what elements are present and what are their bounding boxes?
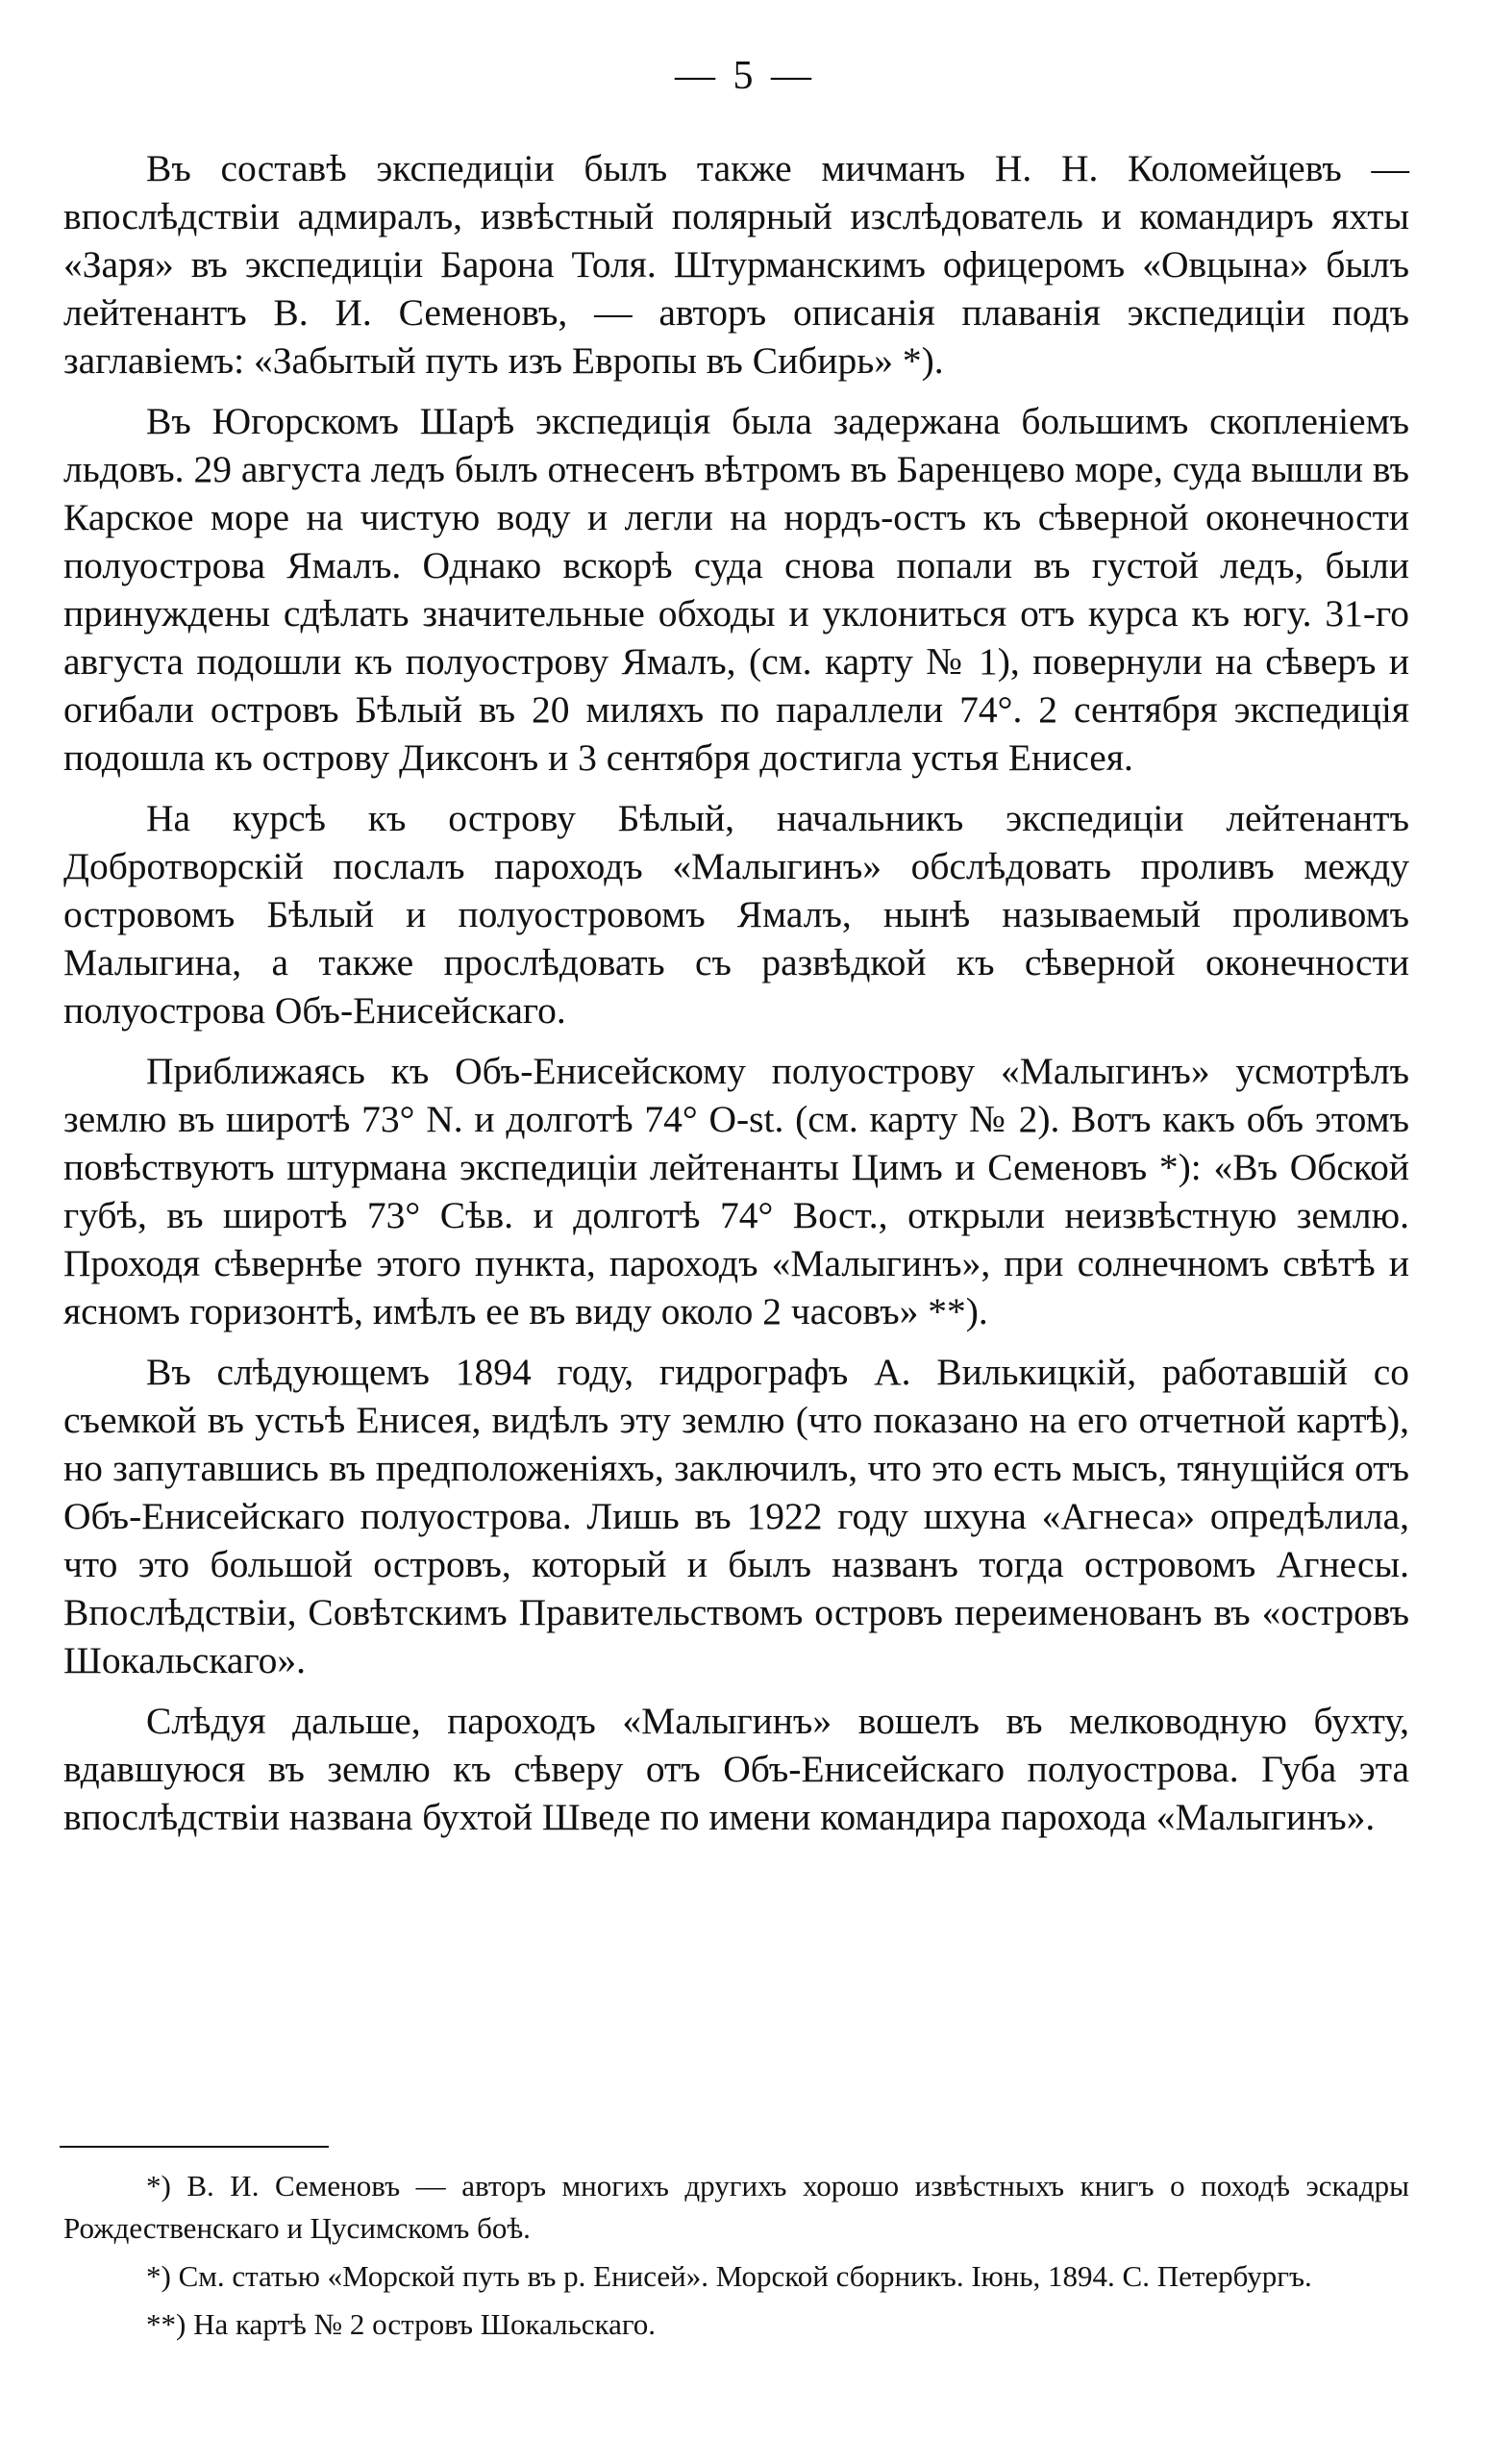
paragraph-1: Въ составѣ экспедиціи былъ также мичманъ Н. Н. Коломейцевъ — впослѣдствіи адмиралъ, извѣстный полярный изслѣдователь и командиръ яхты «Заря» въ экспедиціи Барона Толя. Штурманскимъ офицеромъ «Овцына» былъ лейтенантъ В. И. Семеновъ, — авторъ описанія плаванія экспедиціи подъ заглавіемъ: «Забытый путь изъ Европы въ Сибирь» *). xyxy=(63,147,1409,382)
paragraph-3: На курсѣ къ острову Бѣлый, начальникъ экспедиціи лейтенантъ Добротворскій послалъ пароходъ «Малыгинъ» обслѣдовать проливъ между островомъ Бѣлый и полуостровомъ Ямалъ, нынѣ называемый проливомъ Малыгина, а также прослѣдовать съ развѣдкой къ сѣверной оконечности полуострова Объ-Енисейскаго. xyxy=(63,797,1409,1032)
footnotes xyxy=(63,2165,1409,2352)
footnote-divider xyxy=(60,2146,329,2148)
body-text xyxy=(63,144,1409,1854)
footnote-1: *) В. И. Семеновъ — авторъ многихъ другихъ хорошо извѣстныхъ книгъ о походѣ эскадры Рождественскаго и Цусимскомъ боѣ. xyxy=(63,2169,1409,2245)
footnote-2: *) См. статью «Морской путь въ р. Енисей». Морской сборникъ. Іюнь, 1894. С. Петербургъ. xyxy=(146,2259,1312,2293)
paragraph-2: Въ Югорскомъ Шарѣ экспедиція была задержана большимъ скопленіемъ льдовъ. 29 августа ледъ былъ отнесенъ вѣтромъ въ Баренцево море, суда вышли въ Карское море на чистую воду и легли на нордъ-остъ къ сѣверной оконечности полуострова Ямалъ. Однако вскорѣ суда снова попали въ густой ледъ, были принуждены сдѣлать значительные обходы и уклониться отъ курса къ югу. 31-го августа подошли къ полуострову Ямалъ, (см. карту № 1), повернули на сѣверъ и огибали островъ Бѣлый въ 20 миляхъ по параллели 74°. 2 сентября экспедиція подошла къ острову Диксонъ и 3 сентября достигла устья Енисея. xyxy=(63,400,1409,779)
page-number: — 5 — xyxy=(675,54,815,98)
paragraph-4: Приближаясь къ Объ-Енисейскому полуострову «Малыгинъ» усмотрѣлъ землю въ широтѣ 73° N. и долготѣ 74° O-st. (см. карту № 2). Вотъ какъ объ этомъ повѣствуютъ штурмана экспедиціи лейтенанты Цимъ и Семеновъ *): «Въ Обской губѣ, въ широтѣ 73° Сѣв. и долготѣ 74° Вост., открыли неизвѣстную землю. Проходя сѣвернѣе этого пункта, пароходъ «Малыгинъ», при солнечномъ свѣтѣ и ясномъ горизонтѣ, имѣлъ ее въ виду около 2 часовъ» **). xyxy=(63,1050,1409,1332)
footnote-3: **) На картѣ № 2 островъ Шокальскаго. xyxy=(146,2307,657,2341)
paragraph-6: Слѣдуя дальше, пароходъ «Малыгинъ» вошелъ въ мелководную бухту, вдавшуюся въ землю къ сѣверу отъ Объ-Енисейскаго полуострова. Губа эта впослѣдствіи названа бухтой Шведе по имени командира парохода «Малыгинъ». xyxy=(63,1700,1409,1838)
paragraph-5: Въ слѣдующемъ 1894 году, гидрографъ А. Вилькицкій, работавшій со съемкой въ устьѣ Енисея, видѣлъ эту землю (что показано на его отчетной картѣ), но запутавшись въ предположеніяхъ, заключилъ, что это есть мысъ, тянущійся отъ Объ-Енисейскаго полуострова. Лишь въ 1922 году шхуна «Агнеса» опредѣлила, что это большой островъ, который и былъ названъ тогда островомъ Агнесы. Впослѣдствіи, Совѣтскимъ Правительствомъ островъ переименованъ въ «островъ Шокальскаго». xyxy=(63,1351,1409,1681)
